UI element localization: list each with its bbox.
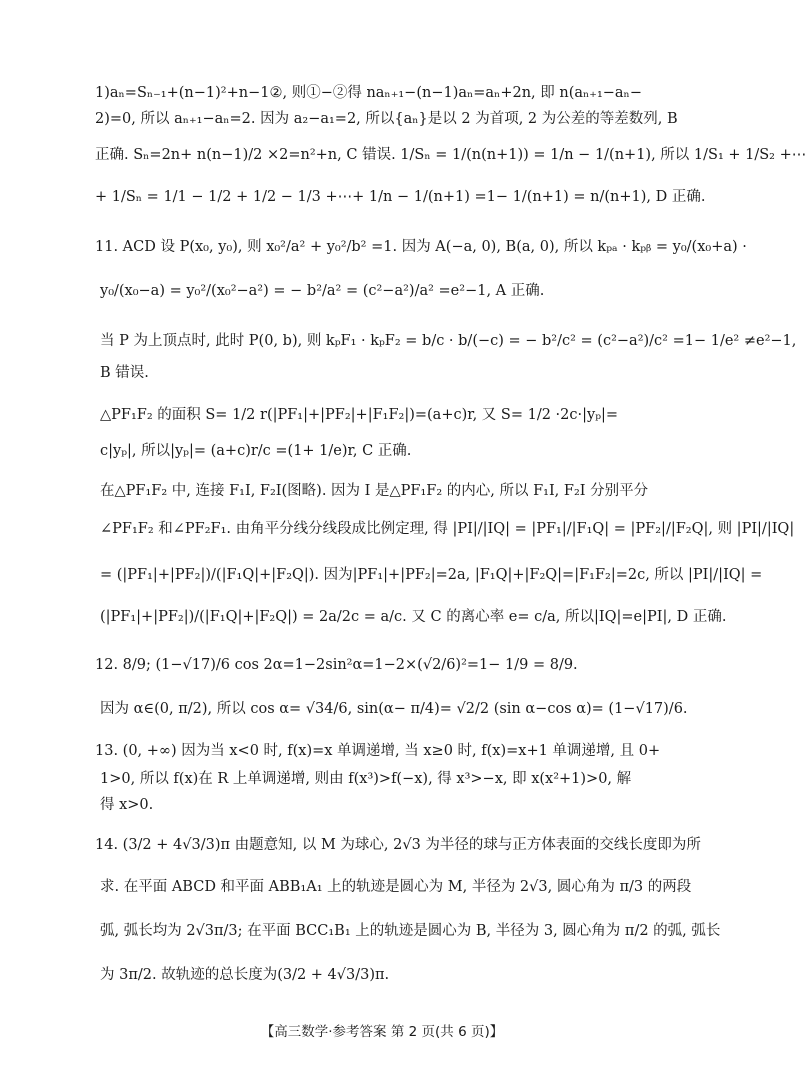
text-line: = (|PF₁|+|PF₂|)/(|F₁Q|+|F₂Q|). 因为|PF₁|+|PF₂|=2a, |F₁Q|+|F₂Q|=|F₁F₂|=2c, 所以 |PI|/|IQ| = — [100, 567, 763, 583]
text-line: 11. ACD 设 P(x₀, y₀), 则 x₀²/a² + y₀²/b² =1. 因为 A(−a, 0), B(a, 0), 所以 kₚₐ · kₚᵦ = y₀/(x₀+a) · — [95, 239, 747, 255]
text-line: 因为 α∈(0, π/2), 所以 cos α= √34/6, sin(α− π/4)= √2/2 (sin α−cos α)= (1−√17)/6. — [100, 701, 688, 717]
text-line: y₀/(x₀−a) = y₀²/(x₀²−a²) = − b²/a² = (c²−a²)/a² =e²−1, A 正确. — [100, 283, 545, 299]
text-line: 2)=0, 所以 aₙ₊₁−aₙ=2. 因为 a₂−a₁=2, 所以{aₙ}是以 2 为首项, 2 为公差的等差数列, B — [95, 111, 678, 127]
text-line: 14. (3/2 + 4√3/3)π 由题意知, 以 M 为球心, 2√3 为半径的球与正方体表面的交线长度即为所 — [95, 837, 701, 853]
text-line: 为 3π/2. 故轨迹的总长度为(3/2 + 4√3/3)π. — [100, 967, 390, 983]
text-line: + 1/Sₙ = 1/1 − 1/2 + 1/2 − 1/3 +⋯+ 1/n − 1/(n+1) =1− 1/(n+1) = n/(n+1), D 正确. — [95, 189, 706, 205]
text-line: c|yₚ|, 所以|yₚ|= (a+c)r/c =(1+ 1/e)r, C 正确. — [100, 443, 412, 459]
text-line: 1)aₙ=Sₙ₋₁+(n−1)²+n−1②, 则①−②得 naₙ₊₁−(n−1)aₙ=aₙ+2n, 即 n(aₙ₊₁−aₙ− — [95, 85, 642, 101]
text-line: 当 P 为上顶点时, 此时 P(0, b), 则 kₚF₁ · kₚF₂ = b/c · b/(−c) = − b²/c² = (c²−a²)/c² =1− 1/e² ≠e²−1, — [100, 333, 797, 349]
text-line: B 错误. — [100, 365, 149, 381]
text-line: 12. 8/9; (1−√17)/6 cos 2α=1−2sin²α=1−2×(√2/6)²=1− 1/9 = 8/9. — [95, 657, 578, 673]
text-line: △PF₁F₂ 的面积 S= 1/2 r(|PF₁|+|PF₂|+|F₁F₂|)=(a+c)r, 又 S= 1/2 ·2c·|yₚ|= — [100, 407, 619, 423]
text-line: 求. 在平面 ABCD 和平面 ABB₁A₁ 上的轨迹是圆心为 M, 半径为 2√3, 圆心角为 π/3 的两段 — [100, 879, 692, 895]
text-line: 弧, 弧长均为 2√3π/3; 在平面 BCC₁B₁ 上的轨迹是圆心为 B, 半径为 3, 圆心角为 π/2 的弧, 弧长 — [100, 923, 721, 939]
text-line: 正确. Sₙ=2n+ n(n−1)/2 ×2=n²+n, C 错误. 1/Sₙ = 1/(n(n+1)) = 1/n − 1/(n+1), 所以 1/S₁ + 1/S₂ +⋯ — [95, 147, 806, 163]
text-line: 1>0, 所以 f(x)在 R 上单调递增, 则由 f(x³)>f(−x), 得 x³>−x, 即 x(x²+1)>0, 解 — [100, 771, 632, 787]
text-line: 得 x>0. — [100, 797, 154, 813]
text-line: 在△PF₁F₂ 中, 连接 F₁I, F₂I(图略). 因为 I 是△PF₁F₂ 的内心, 所以 F₁I, F₂I 分别平分 — [100, 483, 649, 499]
text-line: ∠PF₁F₂ 和∠PF₂F₁. 由角平分线分线段成比例定理, 得 |PI|/|IQ| = |PF₁|/|F₁Q| = |PF₂|/|F₂Q|, 则 |PI|/|IQ| — [100, 521, 795, 537]
page-footer: 【高三数学·参考答案 第 2 页(共 6 页)】 — [260, 1024, 504, 1040]
text-line: (|PF₁|+|PF₂|)/(|F₁Q|+|F₂Q|) = 2a/2c = a/c. 又 C 的离心率 e= c/a, 所以|IQ|=e|PI|, D 正确. — [100, 609, 727, 625]
text-line: 13. (0, +∞) 因为当 x<0 时, f(x)=x 单调递增, 当 x≥0 时, f(x)=x+1 单调递增, 且 0+ — [95, 743, 661, 759]
